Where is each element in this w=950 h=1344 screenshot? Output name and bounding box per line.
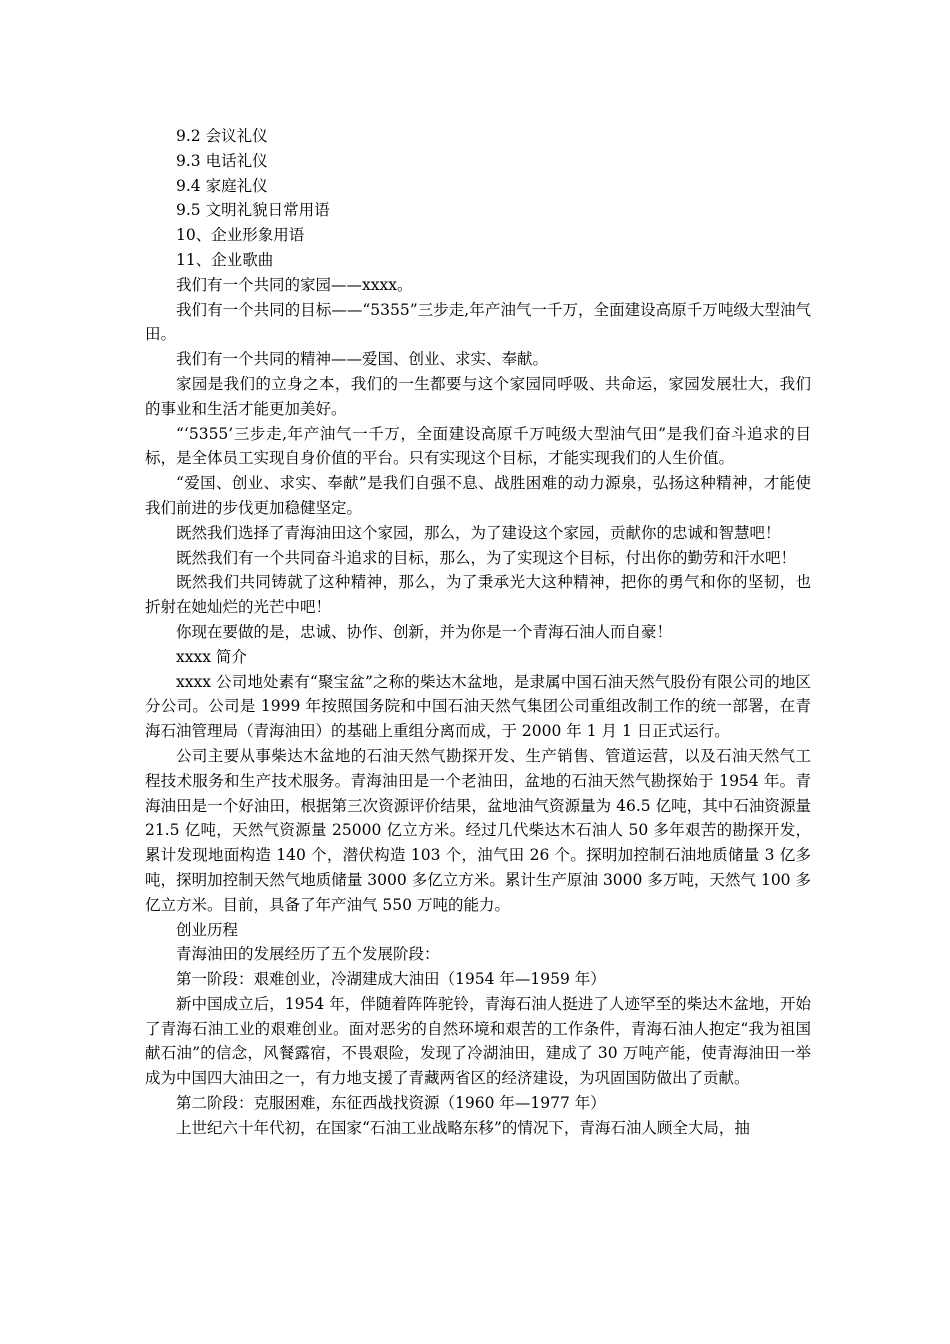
paragraph-spirit: 我们有一个共同的精神——爱国、创业、求实、奉献。	[176, 350, 549, 369]
toc-item-9-4: 9.4 家庭礼仪	[176, 176, 268, 195]
paragraph-home-basis: 家园是我们的立身之本，我们的一生都要与这个家园同呼吸、共命运，家园发展壮大，我们的事业和生活才能更加美好。	[145, 374, 811, 418]
toc-item-10: 10、企业形象用语	[176, 226, 305, 245]
toc-item-11: 11、企业歌曲	[176, 250, 274, 269]
stage-heading-2: 第二阶段：克服困难，东征西战找资源（1960 年—1977 年）	[176, 1094, 606, 1113]
toc-item-9-5: 9.5 文明礼貌日常用语	[176, 201, 330, 220]
section-heading-history: 创业历程	[176, 920, 239, 939]
paragraph-company-business: 公司主要从事柴达木盆地的石油天然气勘探开发、生产销售、管道运营，以及石油天然气工程技术服务和生产技术服务。青海油田是一个老油田，盆地的石油天然气勘探始于 1954 年。青海油田是一个好油田，根据第三次资源评价结果，盆地油气资源量为 46.5 亿吨，其中石油资源量 21.5 亿吨，天然气资源量 25000 亿立方米。经过几代柴达木石油人 50 多年艰苦的勘探开发，累计发现地面构造 140 个，潜伏构造 103 个，油气田 26 个。探明加控制石油地质储量 3 亿多吨，探明加控制天然气地质储量 3000 多亿立方米。累计生产原油 3000 多万吨，天然气 100 多亿立方米。目前，具备了年产油气 550 万吨的能力。	[145, 746, 811, 914]
stage-heading-1: 第一阶段：艰难创业，冷湖建成大油田（1954 年—1959 年）	[176, 970, 606, 989]
document-page	[145, 124, 811, 1141]
paragraph-loyalty: 既然我们选择了青海油田这个家园，那么，为了建设这个家园，贡献你的忠诚和智慧吧！	[176, 523, 781, 542]
paragraph-stage-2: 上世纪六十年代初，在国家“石油工业战略东移”的情况下，青海石油人顾全大局，抽	[176, 1118, 750, 1137]
paragraph-pride: 你现在要做的是，忠诚、协作、创新，并为你是一个青海石油人而自豪！	[176, 622, 673, 641]
paragraph-home: 我们有一个共同的家园——xxxx。	[176, 275, 413, 294]
toc-item-9-2: 9.2 会议礼仪	[176, 127, 268, 145]
paragraph-goal: 我们有一个共同的目标——“5355”三步走,年产油气一千万，全面建设高原千万吨级大型油气田。	[145, 300, 811, 344]
toc-item-9-3: 9.3 电话礼仪	[176, 151, 268, 170]
paragraph-stage-1: 新中国成立后，1954 年，伴随着阵阵驼铃，青海石油人挺进了人迹罕至的柴达木盆地，开始了青海石油工业的艰难创业。面对恶劣的自然环境和艰苦的工作条件，青海石油人抱定“我为祖国献石油”的信念，风餐露宿，不畏艰险，发现了冷湖油田，建成了 30 万吨产能，使青海油田一举成为中国四大油田之一，有力地支援了青藏两省区的经济建设，为巩固国防做出了贡献。	[145, 994, 811, 1088]
paragraph-spirit-detail: “爱国、创业、求实、奉献”是我们自强不息、战胜困难的动力源泉，弘扬这种精神，才能使我们前进的步伐更加稳健坚定。	[145, 474, 811, 517]
paragraph-diligence: 既然我们有一个共同奋斗追求的目标，那么，为了实现这个目标，付出你的勤劳和汗水吧！	[176, 548, 797, 567]
section-heading-intro: xxxx 简介	[176, 647, 247, 666]
paragraph-stages-intro: 青海油田的发展经历了五个发展阶段：	[176, 945, 440, 964]
paragraph-goal-detail: “‘5355’三步走,年产油气一千万，全面建设高原千万吨级大型油气田”是我们奋斗追求的目标，是全体员工实现自身价值的平台。只有实现这个目标，才能实现我们的人生价值。	[145, 424, 811, 468]
paragraph-courage: 既然我们共同铸就了这种精神，那么，为了秉承光大这种精神，把你的勇气和你的坚韧，也折射在她灿烂的光芒中吧！	[145, 573, 811, 617]
paragraph-company-location: xxxx 公司地处素有“聚宝盆”之称的柴达木盆地，是隶属中国石油天然气股份有限公司的地区分公司。公司是 1999 年按照国务院和中国石油天然气集团公司重组改制工作的统一部署，在青海石油管理局（青海油田）的基础上重组分离而成，于 2000 年 1 月 1 日正式运行。	[145, 672, 811, 741]
